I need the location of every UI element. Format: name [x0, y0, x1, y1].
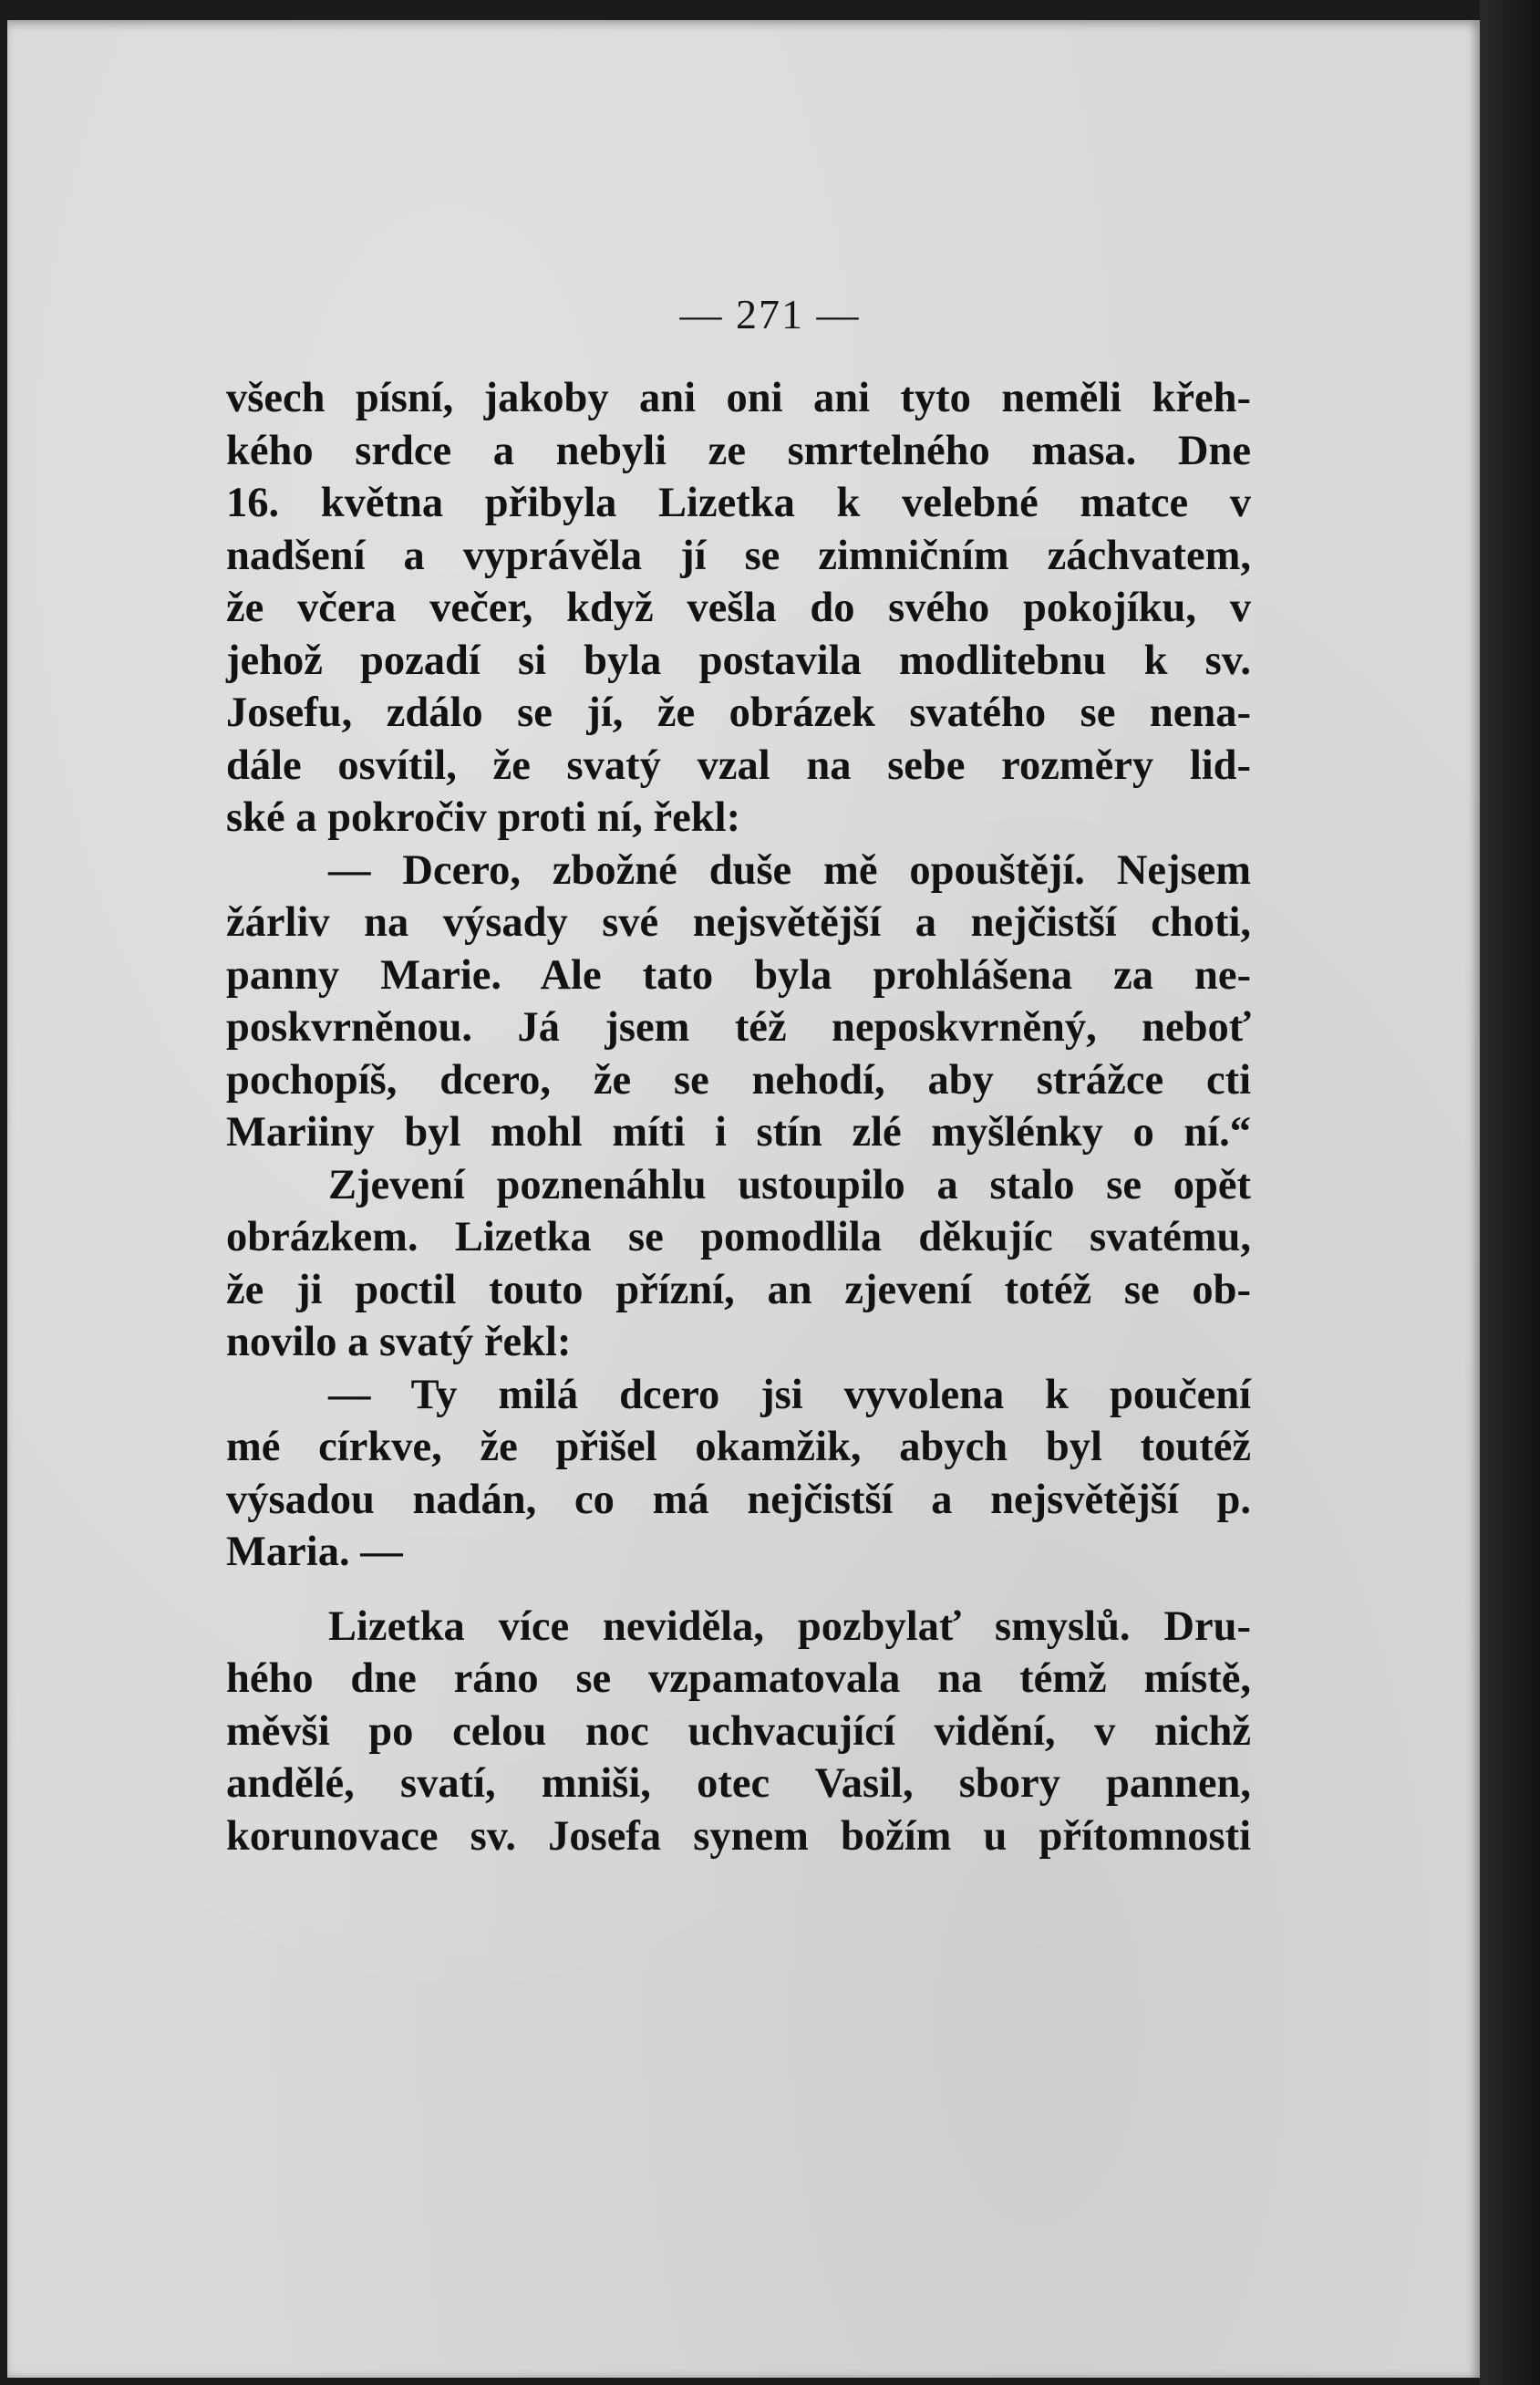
text-line: 16. května přibyla Lizetka k velebné matce v	[226, 480, 1251, 526]
text-line: — Dcero, zbožné duše mě opouštějí. Nejsem	[328, 846, 1251, 894]
text-line: Josefu, zdálo se jí, že obrázek svatého se nena-	[226, 690, 1251, 736]
scan-dark-edge	[1480, 0, 1540, 2385]
text-line: ské a pokročiv proti ní, řekl:	[226, 794, 741, 841]
text-line: pochopíš, dcero, že se nehodí, aby strážce cti	[226, 1056, 1251, 1104]
text-line: Lizetka více neviděla, pozbylať smyslů. Dru-	[328, 1602, 1251, 1650]
text-line: mé církve, že přišel okamžik, abych byl toutéž	[226, 1424, 1251, 1470]
body-text	[226, 372, 1251, 1862]
text-line: jehož pozadí si byla postavila modlitebnu k sv.	[226, 637, 1251, 684]
text-line: že včera večer, když vešla do svého pokojíku, v	[226, 585, 1251, 631]
text-line: žárliv na výsady své nejsvětější a nejčistší choti,	[226, 899, 1251, 946]
text-line: korunovace sv. Josefa synem božím u přítomnosti	[226, 1812, 1251, 1860]
text-line: obrázkem. Lizetka se pomodlila děkujíc svatému,	[226, 1214, 1251, 1260]
text-line: Mariiny byl mohl míti i stín zlé myšlénky o ní.“	[226, 1109, 1251, 1156]
text-line: hého dne ráno se vzpamatovala na témž místě,	[226, 1655, 1251, 1702]
text-line: kého srdce a nebyli ze smrtelného masa. Dne	[226, 427, 1251, 474]
text-line: výsadou nadán, co má nejčistší a nejsvětější p.	[226, 1476, 1251, 1523]
page-number: — 271 —	[679, 291, 861, 337]
text-line: nadšení a vyprávěla jí se zimničním záchvatem,	[226, 532, 1251, 579]
text-line: měvši po celou noc uchvacující vidění, v nichž	[226, 1707, 1251, 1755]
text-line: Maria. —	[226, 1529, 403, 1575]
text-line: všech písní, jakoby ani oni ani tyto neměli křeh-	[226, 375, 1251, 421]
text-line: — Ty milá dcero jsi vyvolena k poučení	[328, 1371, 1251, 1418]
text-line: Zjevení poznenáhlu ustoupilo a stalo se opět	[328, 1161, 1251, 1208]
text-line: dále osvítil, že svatý vzal na sebe rozměry lid-	[226, 741, 1251, 789]
text-line: panny Marie. Ale tato byla prohlášena za ne-	[226, 951, 1251, 999]
text-line: že ji poctil touto přízní, an zjevení totéž se ob-	[226, 1266, 1251, 1313]
text-line: andělé, svatí, mniši, otec Vasil, sbory pannen,	[226, 1760, 1251, 1807]
text-line: poskvrněnou. Já jsem též neposkvrněný, neboť	[226, 1004, 1251, 1051]
text-line: novilo a svatý řekl:	[226, 1319, 572, 1365]
